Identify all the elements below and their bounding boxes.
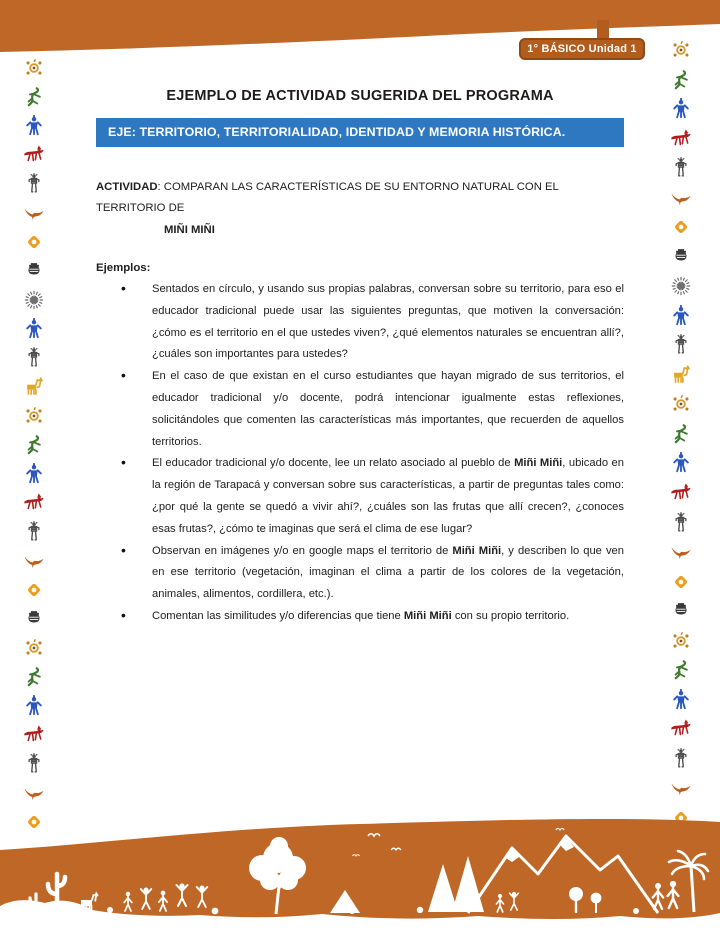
actividad-label: ACTIVIDAD — [96, 181, 158, 193]
condor-icon — [669, 776, 693, 800]
condor-icon — [22, 781, 46, 805]
blue-person-icon — [22, 694, 46, 718]
green-dancer-icon — [669, 422, 693, 446]
blue-person-icon — [669, 451, 693, 475]
standing-person-icon — [669, 333, 693, 357]
clay-pot-icon — [22, 259, 46, 283]
red-fox-icon — [22, 723, 46, 747]
unit-badge: 1° BÁSICO Unidad 1 — [519, 38, 645, 60]
standing-person-icon — [22, 752, 46, 776]
actividad-text: : COMPARAN LAS CARACTERÍSTICAS DE SU ENTORNO NATURAL CON EL TERRITORIO DE — [96, 181, 559, 214]
standing-person-icon — [22, 172, 46, 196]
sun-symbol-icon — [669, 392, 693, 416]
blue-person-icon — [22, 114, 46, 138]
green-dancer-icon — [669, 658, 693, 682]
blue-person-icon — [669, 97, 693, 121]
standing-person-icon — [669, 747, 693, 771]
green-dancer-icon — [22, 433, 46, 457]
sun-symbol-icon — [22, 404, 46, 428]
blue-person-icon — [22, 462, 46, 486]
ejemplos-label: Ejemplos: — [96, 262, 151, 274]
eje-banner: EJE: TERRITORIO, TERRITORIALIDAD, IDENTIDAD Y MEMORIA HISTÓRICA. — [96, 118, 624, 147]
red-fox-icon — [669, 481, 693, 505]
clay-pot-icon — [22, 607, 46, 631]
sun-symbol-icon — [669, 629, 693, 653]
clay-pot-icon — [669, 599, 693, 623]
sun-symbol-icon — [22, 636, 46, 660]
sunburst-icon — [22, 288, 46, 312]
bullet-item: • El educador tradicional y/o docente, lee un relato asociado al pueblo de Miñi Miñi, ubicado en la región de Tarapacá y conversan sobre sus características, a partir de preguntas tales como: ¿por qué la gente se quedó a vivir ahí?, ¿cuáles son las frutas que allí crecen?, ¿conoces esas frutas?, ¿cómo te imaginas que será el clima de ese lugar? — [152, 453, 624, 540]
red-fox-icon — [669, 717, 693, 741]
standing-person-icon — [22, 520, 46, 544]
ejemplos-bullet-list — [96, 279, 624, 628]
clay-pot-icon — [669, 245, 693, 269]
condor-icon — [22, 549, 46, 573]
sunburst-icon — [669, 274, 693, 298]
actividad-paragraph — [96, 177, 624, 241]
diamond-flower-icon — [669, 215, 693, 239]
bullet-item: • Observan en imágenes y/o en google maps el territorio de Miñi Miñi, y describen lo que ven en ese territorio (vegetación, imaginan el clima a partir de los colores de la vegetación, animales, alimentos, cordillera, etc.). — [152, 541, 624, 606]
green-dancer-icon — [22, 665, 46, 689]
red-fox-icon — [22, 143, 46, 167]
bullet-item: • Sentados en círculo, y usando sus propias palabras, conversan sobre su territorio, para eso el educador tradicional puede usar las siguientes preguntas, que motiven la conversación: ¿cómo es el territorio en el que ustedes viven?, ¿qué elementos naturales se encuentran allí?, ¿cuáles son importantes para ustedes? — [152, 279, 624, 366]
sun-symbol-icon — [669, 38, 693, 62]
diamond-flower-icon — [22, 578, 46, 602]
bullet-item: • En el caso de que existan en el curso estudiantes que hayan migrado de sus territorios, el educador tradicional y/o docente, podrá intencionar igualmente estas reflexiones, solicitándoles que comenten las características más importantes, que recuerden de aquellos territorios. — [152, 366, 624, 453]
bullet-item: • Comentan las similitudes y/o diferencias que tiene Miñi Miñi con su propio territorio. — [152, 606, 624, 628]
blue-person-icon — [669, 688, 693, 712]
standing-person-icon — [22, 346, 46, 370]
red-fox-icon — [22, 491, 46, 515]
condor-icon — [669, 186, 693, 210]
green-dancer-icon — [669, 68, 693, 92]
condor-icon — [22, 201, 46, 225]
diamond-flower-icon — [22, 230, 46, 254]
actividad-territory-name: MIÑI MIÑI — [164, 224, 215, 236]
document-content — [96, 0, 624, 628]
standing-person-icon — [669, 156, 693, 180]
llama-icon — [669, 363, 693, 387]
green-dancer-icon — [22, 85, 46, 109]
llama-icon — [22, 375, 46, 399]
right-pictograph-column — [667, 38, 695, 830]
condor-icon — [669, 540, 693, 564]
bottom-landscape — [0, 810, 720, 932]
sun-symbol-icon — [22, 56, 46, 80]
actividad-line1 — [96, 181, 558, 214]
blue-person-icon — [669, 304, 693, 328]
page-title: EJEMPLO DE ACTIVIDAD SUGERIDA DEL PROGRAMA — [166, 88, 554, 104]
red-fox-icon — [669, 127, 693, 151]
left-pictograph-column — [20, 56, 48, 834]
diamond-flower-icon — [669, 570, 693, 594]
blue-person-icon — [22, 317, 46, 341]
standing-person-icon — [669, 511, 693, 535]
